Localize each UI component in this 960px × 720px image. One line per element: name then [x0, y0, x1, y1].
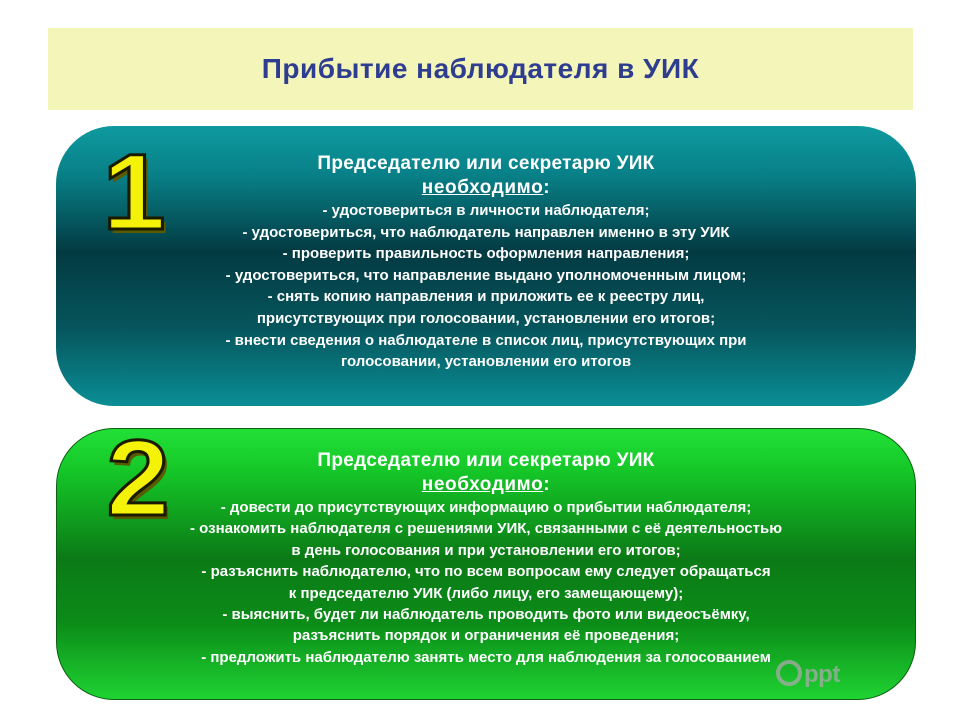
panel-subheading: [56, 176, 916, 200]
watermark-icon: [776, 660, 802, 686]
panel-heading: Председателю или секретарю УИК: [317, 153, 655, 174]
slide-title: Прибытие наблюдателя в УИК: [261, 53, 700, 84]
panel-line: - удостовериться в личности наблюдателя;: [322, 202, 650, 219]
watermark-logo: [776, 660, 840, 689]
panel-subheading-suffix: :: [543, 177, 551, 198]
panel-line: присутствующих при голосовании, установлении его итогов;: [256, 309, 716, 327]
step-number-2: 2: [106, 417, 170, 538]
title-bar: [48, 28, 913, 110]
panel-subheading: [57, 473, 915, 497]
panel-line: - внести сведения о наблюдателе в список лиц, присутствующих при: [225, 331, 747, 349]
panel-heading: Председателю или секретарю УИК: [317, 450, 655, 471]
panel-body: [56, 200, 916, 373]
panel-subheading-word: необходимо: [421, 177, 544, 198]
panel-line: голосовании, установлении его итогов: [340, 353, 632, 371]
panel-line: - удостовериться, что наблюдатель направлен именно в эту УИК: [242, 223, 730, 241]
panel-line: - предложить наблюдателю занять место для наблюдения за голосованием: [201, 648, 771, 666]
panel-line: - ознакомить наблюдателя с решениями УИК, связанными с её деятельностью: [189, 520, 783, 538]
panel-line: - выяснить, будет ли наблюдатель проводить фото или видеосъёмку,: [222, 606, 750, 624]
panel-line: - проверить правильность оформления направления;: [282, 245, 690, 263]
panel-line: - разъяснить наблюдателю, что по всем вопросам ему следует обращаться: [201, 563, 771, 581]
panel-subheading-word: необходимо: [421, 474, 544, 495]
panel-subheading-suffix: :: [543, 474, 551, 495]
panel-line: к председателю УИК (либо лицу, его замещающему);: [288, 584, 684, 602]
panel-line: разъяснить порядок и ограничения её проведения;: [292, 627, 680, 645]
panel-line: в день голосования и при установлении его итогов;: [291, 541, 681, 559]
panel-body: [57, 497, 915, 668]
panel-step-1: [56, 126, 916, 406]
panel-line: - снять копию направления и приложить ее к реестру лиц,: [267, 288, 705, 306]
watermark-text: ppt: [804, 661, 840, 688]
panel-line: - довести до присутствующих информацию о прибытии наблюдателя;: [220, 499, 752, 516]
panel-line: - удостовериться, что направление выдано уполномоченным лицом;: [225, 266, 747, 284]
step-number-1: 1: [102, 131, 166, 252]
